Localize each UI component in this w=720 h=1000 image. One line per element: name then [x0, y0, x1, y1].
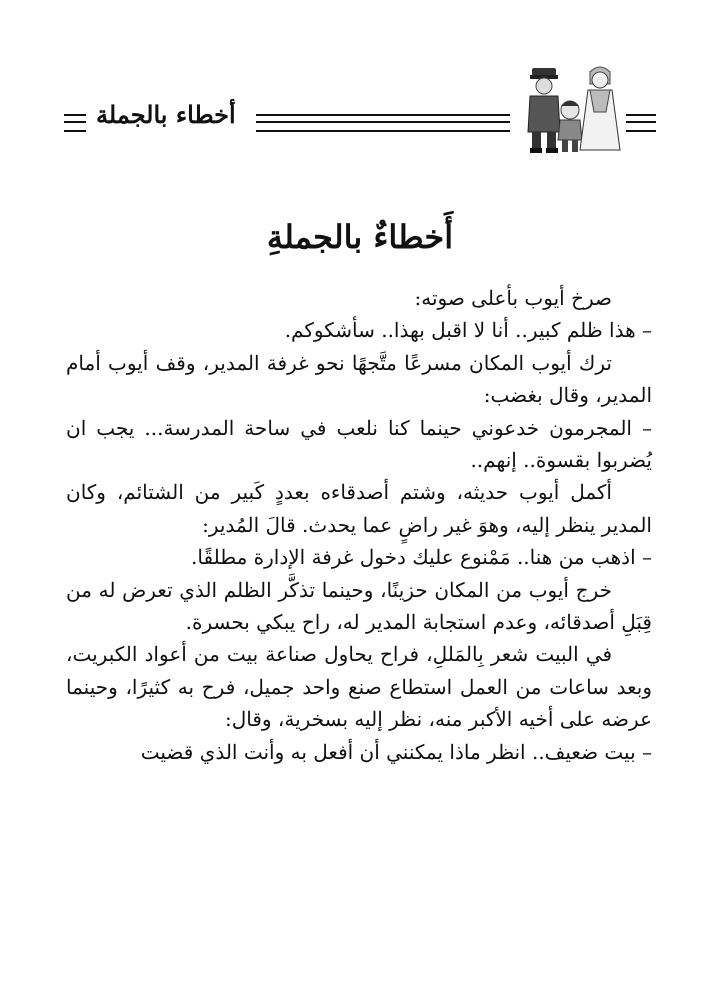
family-illustration-icon [518, 62, 622, 157]
running-header-title: أخطاء بالجملة [96, 100, 236, 129]
paragraph: – اذهب من هنا.. مَمْنوع عليك دخول غرفة الإدارة مطلقًا. [191, 545, 652, 570]
decorative-triple-line-left [64, 114, 86, 132]
decorative-triple-line-right [626, 114, 656, 132]
policeman-figure [528, 68, 560, 153]
mother-figure [580, 67, 620, 150]
paragraph: ترك أيوب المكان مسرعًا متَّجهًا نحو غرفة المدير، وقف أيوب أمام المدير، وقال بغضب: [66, 350, 652, 408]
story-body [66, 282, 652, 768]
decorative-triple-line-middle [256, 114, 510, 132]
paragraph: في البيت شعر بِالمَللِ، فراح يحاول صناعة بيت من أعواد الكبريت، وبعد ساعات من العمل استطاع صنع واحد جميل، فرح به كثيرًا، وحينما عرضه على أخيه الأكبر منه، نظر إليه بسخرية، وقال: [66, 642, 652, 732]
paragraph: – هذا ظلم كبير.. أنا لا اقبل بهذا.. سأشكوكم. [284, 318, 652, 343]
page-header [60, 62, 660, 157]
child-figure [558, 101, 582, 152]
paragraph: خرج أيوب من المكان حزينًا، وحينما تذكَّر الظلم الذي تعرض له من قِبَلِ أصدقائه، وعدم استجابة المدير له، راح يبكي بحسرة. [66, 577, 652, 635]
paragraph: – المجرمون خدعوني حينما كنا نلعب في ساحة المدرسة... يجب ان يُضربوا بقسوة.. إنهم.. [66, 415, 652, 473]
paragraph: أكمل أيوب حديثه، وشتم أصدقاءه بعددٍ كَبير من الشتائم، وكان المدير ينظر إليه، وهوَ غير راضٍ عما يحدث. قالَ المُدير: [66, 480, 652, 537]
paragraph: – بيت ضعيف.. انظر ماذا يمكنني أن أفعل به وأنت الذي قضيت [140, 739, 652, 764]
paragraph: صرخ أيوب بأعلى صوته: [414, 286, 612, 310]
story-title: أَخطاءٌ بالجملةِ [266, 218, 454, 256]
